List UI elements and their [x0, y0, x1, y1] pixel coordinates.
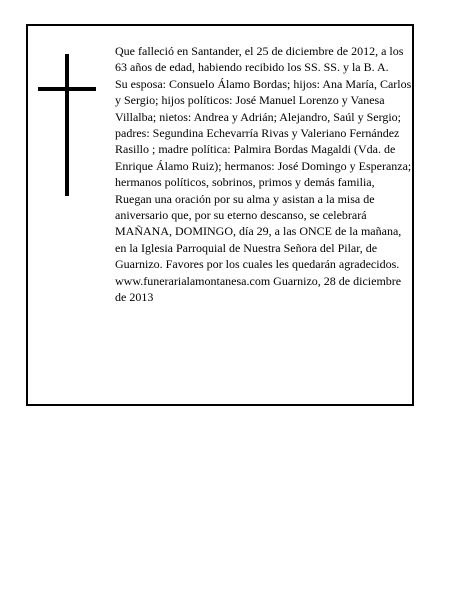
obituary-text: [115, 43, 415, 306]
family-list-paragraph: Su esposa: Consuelo Álamo Bordas; hijos: Ana María, Carlos y Sergio; hijos políticos: José Manuel Lorenzo y Vanesa Villalba; nietos: Andrea y Adrián; Alejandro, Saúl y Sergio; padres: Segundina Echevarría Rivas y Valeriano Fernández Rasillo ; madre política: Palmira Bordas Magaldi (Vda. de Enrique Álamo Ruiz); hermanos: José Domingo y Esperanza; hermanos políticos, sobrinos, primos y demás familia,: [115, 76, 412, 190]
obituary-notice-frame: [26, 24, 414, 406]
mass-invitation-paragraph: Ruegan una oración por su alma y asistan a la misa de aniversario que, por su eterno descanso, se celebrará MAÑANA, DOMINGO, día 29, a las ONCE de la mañana, en la Iglesia Parroquial de Nuestra Señora del Pilar, de Guarnizo. Favores por los cuales les quedarán agradecidos.: [115, 191, 402, 272]
cross-icon: [38, 54, 96, 196]
funeral-home-signature: www.funerarialamontanesa.com Guarnizo, 28 de diciembre de 2013: [115, 273, 402, 305]
death-announcement-paragraph: Que falleció en Santander, el 25 de diciembre de 2012, a los 63 años de edad, habiendo recibido los SS. SS. y la B. A.: [115, 44, 404, 75]
